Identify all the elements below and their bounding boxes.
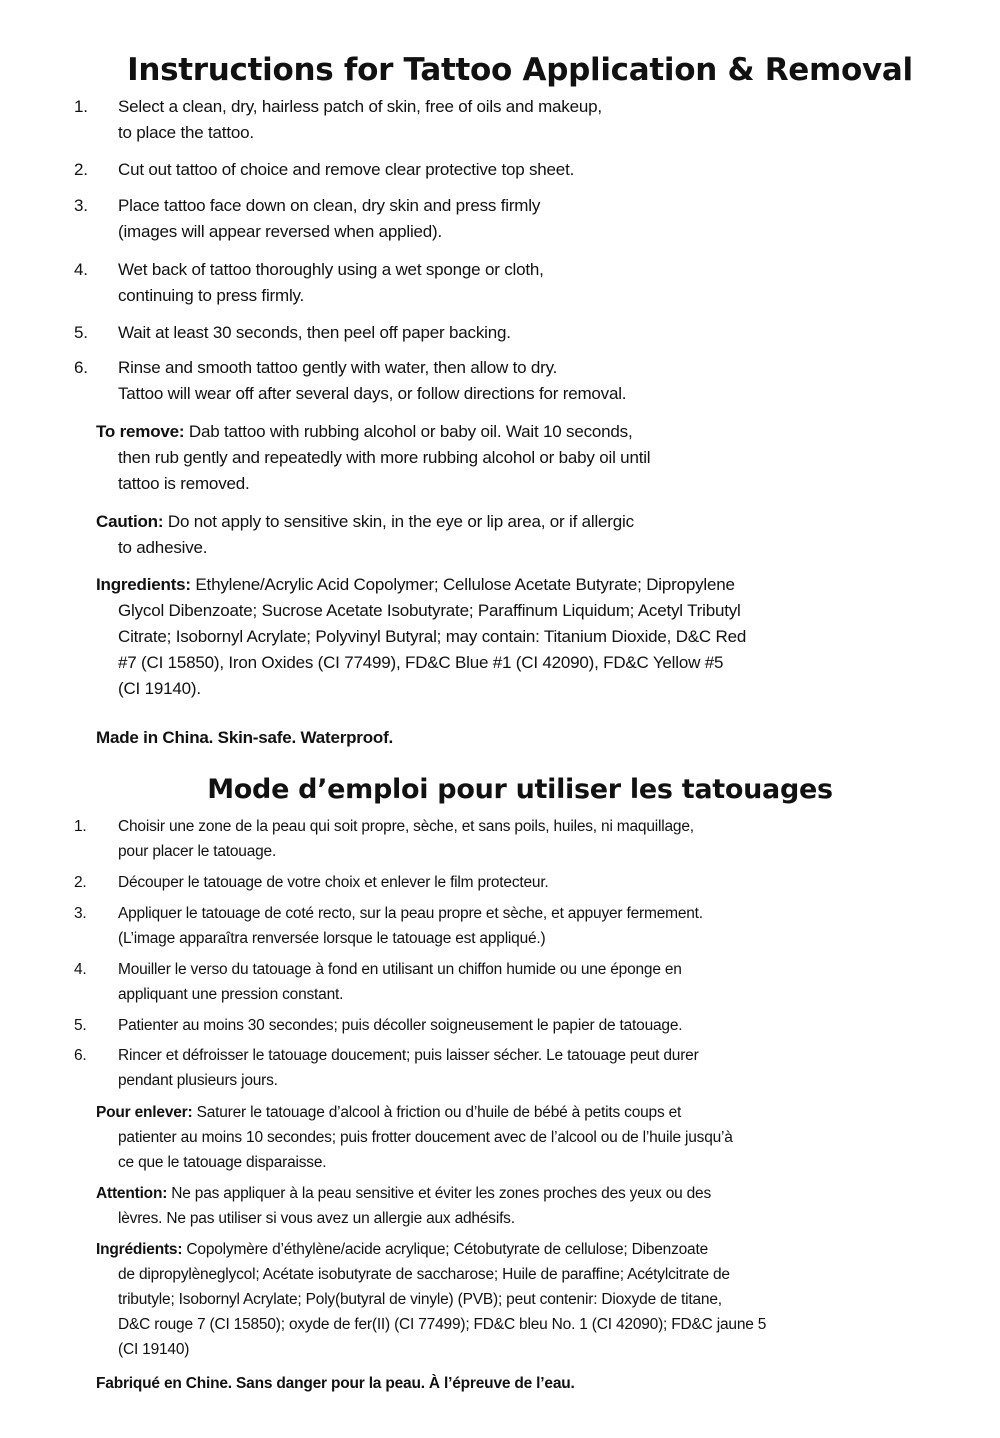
caution-text: Do not apply to sensitive skin, in the eye or lip area, or if allergic to adhesive.: [118, 512, 634, 557]
attention-text: Ne pas appliquer à la peau sensitive et éviter les zones proches des yeux ou des lèvres. Ne pas utiliser si vous avez un allergie aux adhésifs.: [118, 1185, 712, 1227]
ingredients-label: Ingrédients:: [96, 1241, 183, 1258]
french-made-in-line: Fabriqué en Chine. Sans danger pour la peau. À l’épreuve de l’eau.: [96, 1375, 575, 1392]
removal-label: Pour enlever:: [96, 1104, 193, 1121]
english-step-6: [74, 355, 627, 407]
step-number: 3.: [74, 905, 87, 922]
attention-label: Attention:: [96, 1185, 168, 1202]
step-number: 2.: [74, 160, 88, 179]
step-text: Choisir une zone de la peau qui soit propre, sèche, et sans poils, huiles, ni maquillage, pour placer le tatouage.: [118, 818, 694, 860]
english-title: Instructions for Tattoo Application & Removal: [127, 52, 913, 88]
step-text: Découper le tatouage de votre choix et enlever le film protecteur.: [118, 874, 549, 891]
step-number: 1.: [74, 818, 87, 835]
step-number: 4.: [74, 961, 87, 978]
french-step-1: [74, 814, 694, 864]
caution-label: Caution:: [96, 512, 164, 531]
step-text: Rinse and smooth tattoo gently with water, then allow to dry. Tattoo will wear off after several days, or follow directions for removal.: [118, 358, 627, 403]
french-step-4: [74, 957, 682, 1007]
step-number: 5.: [74, 323, 88, 342]
ingredients-text: Copolymère d’éthylène/acide acrylique; Cétobutyrate de cellulose; Dibenzoate de dipropylèneglycol; Acétate isobutyrate de saccharose; Huile de paraffine; Acétylcitrate de tributyle; Isobornyl Acrylate; Poly(butyral de vinyle) (PVB); peut contenir: Dioxyde de titane, D&C rouge 7 (CI 15850); oxyde de fer(II) (CI 77499); FD&C bleu No. 1 (CI 42090); FD&C jaune 5 (CI 19140): [118, 1241, 767, 1358]
removal-text: Dab tattoo with rubbing alcohol or baby oil. Wait 10 seconds, then rub gently and repeatedly with more rubbing alcohol or baby oil until tattoo is removed.: [118, 422, 651, 493]
english-step-3: [74, 193, 541, 245]
french-step-5: [74, 1013, 683, 1038]
step-number: 6.: [74, 358, 88, 377]
step-number: 5.: [74, 1017, 87, 1034]
step-number: 1.: [74, 97, 88, 116]
step-number: 2.: [74, 874, 87, 891]
french-attention-note: [96, 1181, 711, 1231]
step-text: Cut out tattoo of choice and remove clear protective top sheet.: [118, 160, 575, 179]
english-step-2: [74, 157, 575, 183]
step-text: Wait at least 30 seconds, then peel off paper backing.: [118, 323, 511, 342]
english-step-5: [74, 320, 511, 346]
english-step-4: [74, 257, 544, 309]
step-text: Mouiller le verso du tatouage à fond en utilisant un chiffon humide ou une éponge en appliquant une pression constant.: [118, 961, 682, 1003]
english-made-in-line: Made in China. Skin-safe. Waterproof.: [96, 728, 394, 747]
step-text: Select a clean, dry, hairless patch of skin, free of oils and makeup, to place the tattoo.: [118, 97, 602, 142]
english-caution-note: [96, 509, 634, 561]
english-removal-note: [96, 419, 650, 497]
english-step-1: [74, 94, 602, 146]
step-text: Wet back of tattoo thoroughly using a wet sponge or cloth, continuing to press firmly.: [118, 260, 544, 305]
step-text: Place tattoo face down on clean, dry skin and press firmly (images will appear reversed when applied).: [118, 196, 541, 241]
french-ingredients: [96, 1237, 766, 1362]
step-text: Patienter au moins 30 secondes; puis décoller soigneusement le papier de tatouage.: [118, 1017, 683, 1034]
french-step-3: [74, 901, 703, 951]
step-text: Rincer et défroisser le tatouage doucement; puis laisser sécher. Le tatouage peut durer pendant plusieurs jours.: [118, 1047, 699, 1089]
step-number: 6.: [74, 1047, 87, 1064]
english-ingredients: [96, 572, 746, 702]
step-text: Appliquer le tatouage de coté recto, sur la peau propre et sèche, et appuyer fermement. (L’image apparaîtra renversée lorsque le tatouage est appliqué.): [118, 905, 703, 947]
ingredients-label: Ingredients:: [96, 575, 191, 594]
french-step-6: [74, 1043, 699, 1093]
step-number: 4.: [74, 260, 88, 279]
step-number: 3.: [74, 196, 88, 215]
removal-text: Saturer le tatouage d’alcool à friction ou d’huile de bébé à petits coups et patienter au moins 10 secondes; puis frotter doucement avec de l’alcool ou de l’huile jusqu’à ce que le tatouage disparaisse.: [118, 1104, 733, 1171]
french-removal-note: [96, 1100, 733, 1175]
french-title: Mode d’emploi pour utiliser les tatouages: [207, 774, 833, 805]
french-step-2: [74, 870, 549, 895]
ingredients-text: Ethylene/Acrylic Acid Copolymer; Cellulose Acetate Butyrate; Dipropylene Glycol Dibenzoate; Sucrose Acetate Isobutyrate; Paraffinum Liquidum; Acetyl Tributyl Citrate; Isobornyl Acrylate; Polyvinyl Butyral; may contain: Titanium Dioxide, D&C Red #7 (CI 15850), Iron Oxides (CI 77499), FD&C Blue #1 (CI 42090), FD&C Yellow #5 (CI 19140).: [118, 575, 747, 698]
removal-label: To remove:: [96, 422, 185, 441]
